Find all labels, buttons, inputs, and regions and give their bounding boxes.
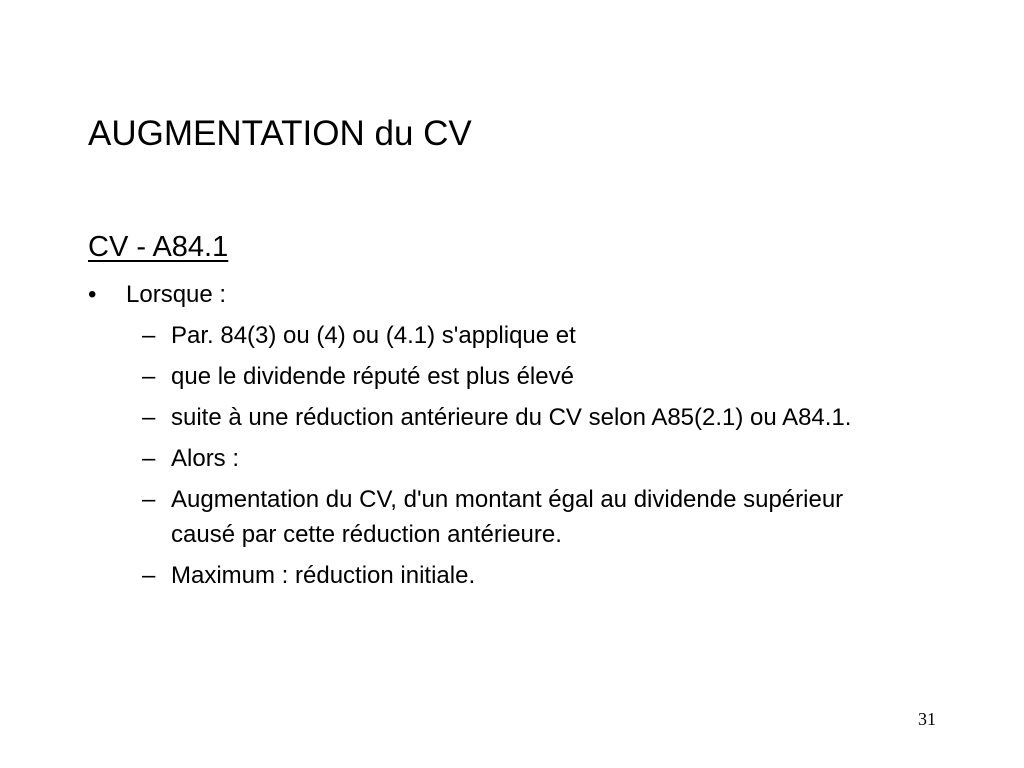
bullet-marker: • — [88, 281, 97, 308]
sub-list-item — [142, 400, 912, 435]
sub-list-item — [142, 359, 912, 394]
sub-list — [142, 318, 912, 599]
bullet-text: Lorsque : — [126, 281, 227, 308]
dash-marker: – — [142, 404, 156, 431]
sub-item-text: que le dividende réputé est plus élevé — [171, 363, 574, 390]
dash-marker: – — [142, 363, 156, 390]
dash-marker: – — [142, 562, 156, 589]
sub-list-item — [142, 482, 912, 552]
sub-item-text: Alors : — [171, 445, 240, 472]
sub-item-text: Augmentation du CV, d'un montant égal au dividende supérieur causé par cette réduction antérieure. — [171, 486, 844, 548]
sub-item-text: Maximum : réduction initiale. — [171, 562, 476, 589]
dash-marker: – — [142, 322, 156, 349]
sub-item-text: Par. 84(3) ou (4) ou (4.1) s'applique et — [171, 322, 576, 349]
dash-marker: – — [142, 445, 156, 472]
section-heading: CV - A84.1 — [88, 231, 229, 263]
page-number: 31 — [918, 709, 936, 729]
dash-marker: – — [142, 486, 156, 513]
sub-item-text: suite à une réduction antérieure du CV selon A85(2.1) ou A84.1. — [171, 404, 852, 431]
sub-list-item — [142, 318, 912, 353]
sub-list-item — [142, 558, 912, 593]
sub-list-item — [142, 441, 912, 476]
slide-title: AUGMENTATION du CV — [88, 114, 472, 153]
